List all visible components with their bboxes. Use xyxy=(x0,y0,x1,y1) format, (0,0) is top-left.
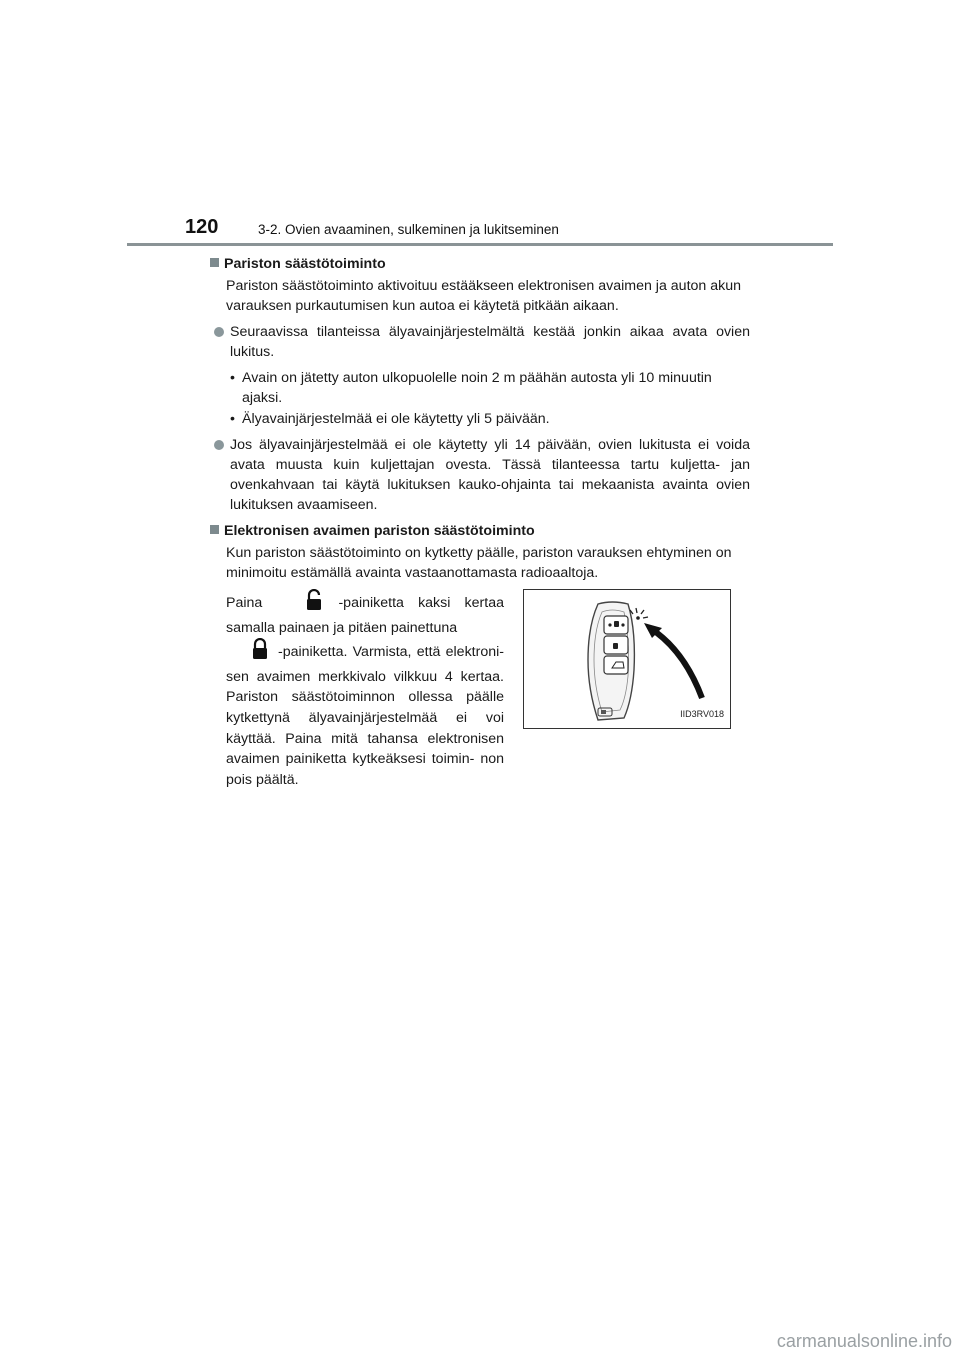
unlock-icon xyxy=(306,589,322,618)
instruction-text xyxy=(226,589,504,790)
header-rule xyxy=(127,243,833,246)
instruction-part2: -painiketta. Varmista, että elektroni- sen avaimen merkkivalo vilkkuu 4 kertaa. Pariston säästötoiminnon ollessa päälle kytkettynä älyavainjärjestelmää ei voi käyttää. Paina mitä tahansa elektronisen avaimen painiketta kytkeäksesi toimin- non pois päältä. xyxy=(226,644,504,788)
page-number: 120 xyxy=(185,216,219,238)
square-bullet-icon xyxy=(210,525,219,534)
sub-list-item xyxy=(210,368,750,408)
lock-icon xyxy=(252,638,268,667)
sub-list-text: Avain on jätetty auton ulkopuolelle noin 2 m päähän autosta yli 10 minuutin ajaksi. xyxy=(242,370,712,406)
subheading-battery-saving xyxy=(210,254,750,274)
page-content xyxy=(210,254,750,789)
press-word: Paina xyxy=(226,595,263,612)
sub-list-text: Älyavainjärjestelmää ei ole käytetty yli 5 päivään. xyxy=(242,411,550,427)
section-title: 3-2. Ovien avaaminen, sulkeminen ja lukitseminen xyxy=(258,222,559,237)
subheading-key-battery-saving xyxy=(210,521,750,541)
dot-marker: • xyxy=(230,411,235,427)
square-bullet-icon xyxy=(210,258,219,267)
instruction-part1: -painiketta kaksi kertaa samalla painaen ja pitäen painettuna xyxy=(226,595,504,636)
bullet-item xyxy=(210,435,750,515)
circle-bullet-icon xyxy=(214,327,224,337)
bullet-text: Jos älyavainjärjestelmää ei ole käytetty yli 14 päivään, ovien lukitusta ei voida avata muusta kuin kuljettajan ovesta. Tässä tilanteessa tartu kuljetta- jan ovenkahvaan tai käytä lukituksen kauko-ohjainta tai mekaanista avainta ovien lukituksen avaamiseen. xyxy=(230,437,750,513)
subheading-text: Pariston säästötoiminto xyxy=(224,256,386,272)
bullet-item xyxy=(210,322,750,362)
key-battery-saving-intro: Kun pariston säästötoiminto on kytketty päälle, pariston varauksen ehtyminen on minimoitu estämällä avainta vastaanottamasta radioaaltoja. xyxy=(226,545,732,581)
watermark: carmanualsonline.info xyxy=(776,1331,952,1351)
key-fob-figure xyxy=(523,589,731,729)
subheading-text: Elektronisen avaimen pariston säästötoiminto xyxy=(224,523,535,539)
instruction-with-figure xyxy=(210,589,750,789)
bullet-text: Seuraavissa tilanteissa älyavainjärjestelmältä kestää jonkin aikaa avata ovien lukitus. xyxy=(230,324,750,360)
figure-code: IID3RV018 xyxy=(680,709,724,719)
circle-bullet-icon xyxy=(214,440,224,450)
sub-list-item xyxy=(210,409,750,429)
dot-marker: • xyxy=(230,370,235,386)
battery-saving-intro: Pariston säästötoiminto aktivoituu estääkseen elektronisen avaimen ja auton akun varauksen purkautumisen kun autoa ei käytetä pitkään aikaan. xyxy=(226,278,741,314)
